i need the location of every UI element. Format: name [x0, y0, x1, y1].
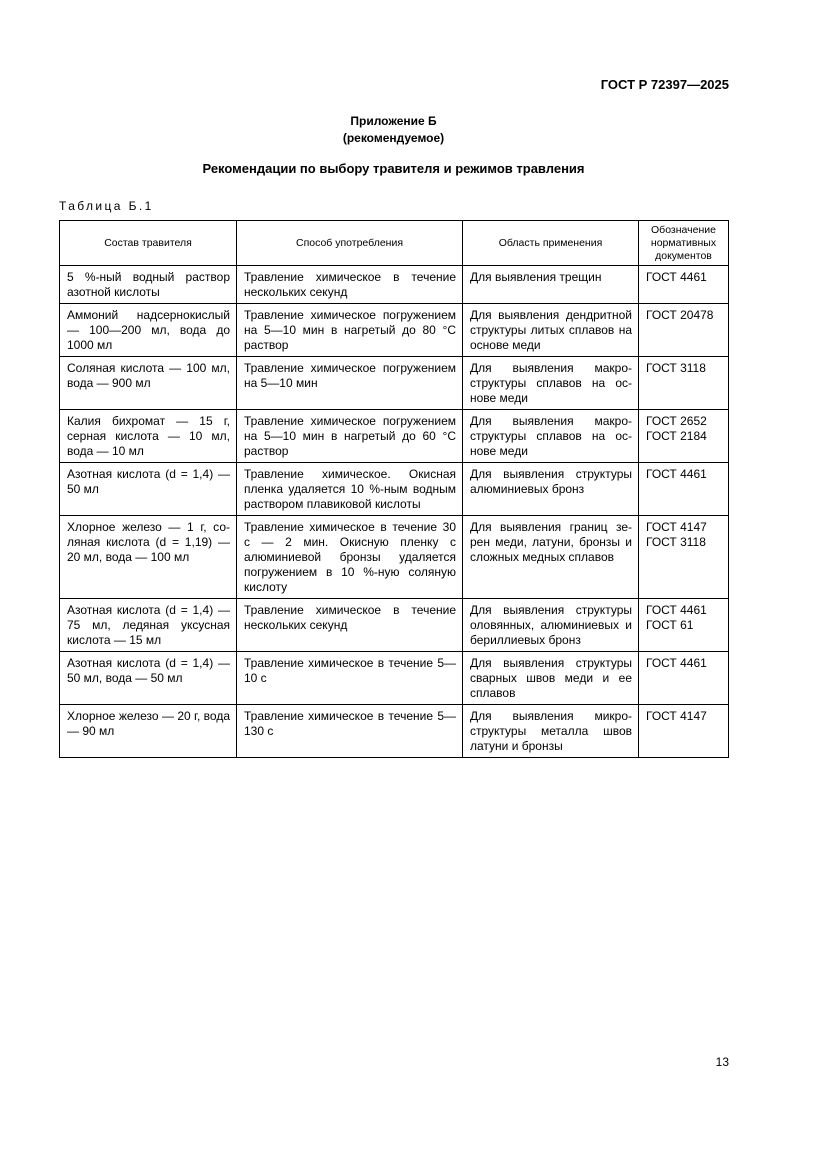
cell-method: Травление химическое погружением на 5—10 мин в нагретый до 80 °С раствор	[237, 304, 463, 357]
table-caption: Таблица Б.1	[59, 199, 154, 213]
cell-application: Для выявления границ зерен меди, латуни, бронзы и сложных медных сплавов	[463, 516, 639, 599]
cell-application: Для выявления макроструктуры сплавов на основе меди	[463, 410, 639, 463]
column-header-application: Область применения	[463, 221, 639, 266]
document-reference: ГОСТ 20478	[646, 308, 714, 322]
document-reference: ГОСТ 4461	[646, 603, 707, 617]
document-reference: ГОСТ 61	[646, 618, 694, 632]
table-body	[60, 266, 729, 758]
cell-method: Травление химическое в течение нескольких секунд	[237, 266, 463, 304]
etchant-table	[59, 220, 729, 758]
cell-method: Травление химическое погружением на 5—10 мин в нагретый до 60 °С раствор	[237, 410, 463, 463]
cell-method: Травление химическое в течение 5—130 с	[237, 705, 463, 758]
column-header-method: Способ употребления	[237, 221, 463, 266]
cell-documents	[639, 266, 729, 304]
table-row	[60, 599, 729, 652]
cell-application: Для выявления структуры алюминиевых бронз	[463, 463, 639, 516]
cell-method: Травление химическое погружением на 5—10 мин	[237, 357, 463, 410]
cell-composition: Азотная кислота (d = 1,4) — 50 мл	[60, 463, 237, 516]
cell-application: Для выявления дендритной структуры литых сплавов на основе меди	[463, 304, 639, 357]
cell-method: Травление химическое в течение 30 с — 2 мин. Окисную пленку с алюминиевой бронзы удаляется погружением в 10 %-ную соляную кислоту	[237, 516, 463, 599]
table-row	[60, 410, 729, 463]
cell-application: Для выявления макроструктуры сплавов на основе меди	[463, 357, 639, 410]
document-reference: ГОСТ 4461	[646, 656, 707, 670]
cell-composition: Азотная кислота (d = 1,4) — 75 мл, ледяная уксусная кислота — 15 мл	[60, 599, 237, 652]
document-reference: ГОСТ 4147	[646, 520, 707, 534]
cell-composition: Хлорное железо — 1 г, соляная кислота (d = 1,19) — 20 мл, вода — 100 мл	[60, 516, 237, 599]
table-row	[60, 304, 729, 357]
cell-application: Для выявления микроструктуры металла швов латуни и бронзы	[463, 705, 639, 758]
document-reference: ГОСТ 4461	[646, 270, 707, 284]
annex-heading	[0, 113, 787, 147]
document-designation: ГОСТ Р 72397—2025	[600, 77, 729, 92]
table-row	[60, 463, 729, 516]
cell-method: Травление химическое. Окисная пленка удаляется 10 %-ным водным раствором плавиковой кислоты	[237, 463, 463, 516]
cell-documents	[639, 463, 729, 516]
cell-composition: Калия бихромат — 15 г, серная кислота — 10 мл, вода — 10 мл	[60, 410, 237, 463]
column-header-composition: Состав травителя	[60, 221, 237, 266]
cell-application: Для выявления структуры сварных швов меди и ее сплавов	[463, 652, 639, 705]
cell-composition: 5 %-ный водный раствор азотной кислоты	[60, 266, 237, 304]
cell-composition: Хлорное железо — 20 г, вода — 90 мл	[60, 705, 237, 758]
table-header-row	[60, 221, 729, 266]
document-reference: ГОСТ 2652	[646, 414, 707, 428]
cell-composition: Азотная кислота (d = 1,4) — 50 мл, вода — 50 мл	[60, 652, 237, 705]
cell-documents	[639, 516, 729, 599]
cell-application: Для выявления трещин	[463, 266, 639, 304]
column-header-documents: Обозначение нормативных документов	[639, 221, 729, 266]
table-row	[60, 652, 729, 705]
table-row	[60, 516, 729, 599]
table-row	[60, 705, 729, 758]
document-reference: ГОСТ 4461	[646, 467, 707, 481]
document-reference: ГОСТ 4147	[646, 709, 707, 723]
cell-composition: Соляная кислота — 100 мл, вода — 900 мл	[60, 357, 237, 410]
annex-title: Приложение Б	[350, 114, 437, 128]
cell-documents	[639, 705, 729, 758]
section-title: Рекомендации по выбору травителя и режимов травления	[202, 161, 585, 176]
document-reference: ГОСТ 3118	[646, 361, 706, 375]
cell-method: Травление химическое в течение 5—10 с	[237, 652, 463, 705]
cell-documents	[639, 652, 729, 705]
cell-composition: Аммоний надсернокислый — 100—200 мл, вода до 1000 мл	[60, 304, 237, 357]
table-row	[60, 266, 729, 304]
cell-documents	[639, 357, 729, 410]
page-number: 13	[715, 1055, 729, 1069]
cell-method: Травление химическое в течение нескольких секунд	[237, 599, 463, 652]
annex-subtitle: (рекомендуемое)	[342, 131, 445, 145]
cell-documents	[639, 599, 729, 652]
cell-documents	[639, 410, 729, 463]
document-reference: ГОСТ 2184	[646, 429, 707, 443]
cell-application: Для выявления структуры оловянных, алюминиевых и бериллиевых бронз	[463, 599, 639, 652]
table-row	[60, 357, 729, 410]
cell-documents	[639, 304, 729, 357]
document-reference: ГОСТ 3118	[646, 535, 706, 549]
